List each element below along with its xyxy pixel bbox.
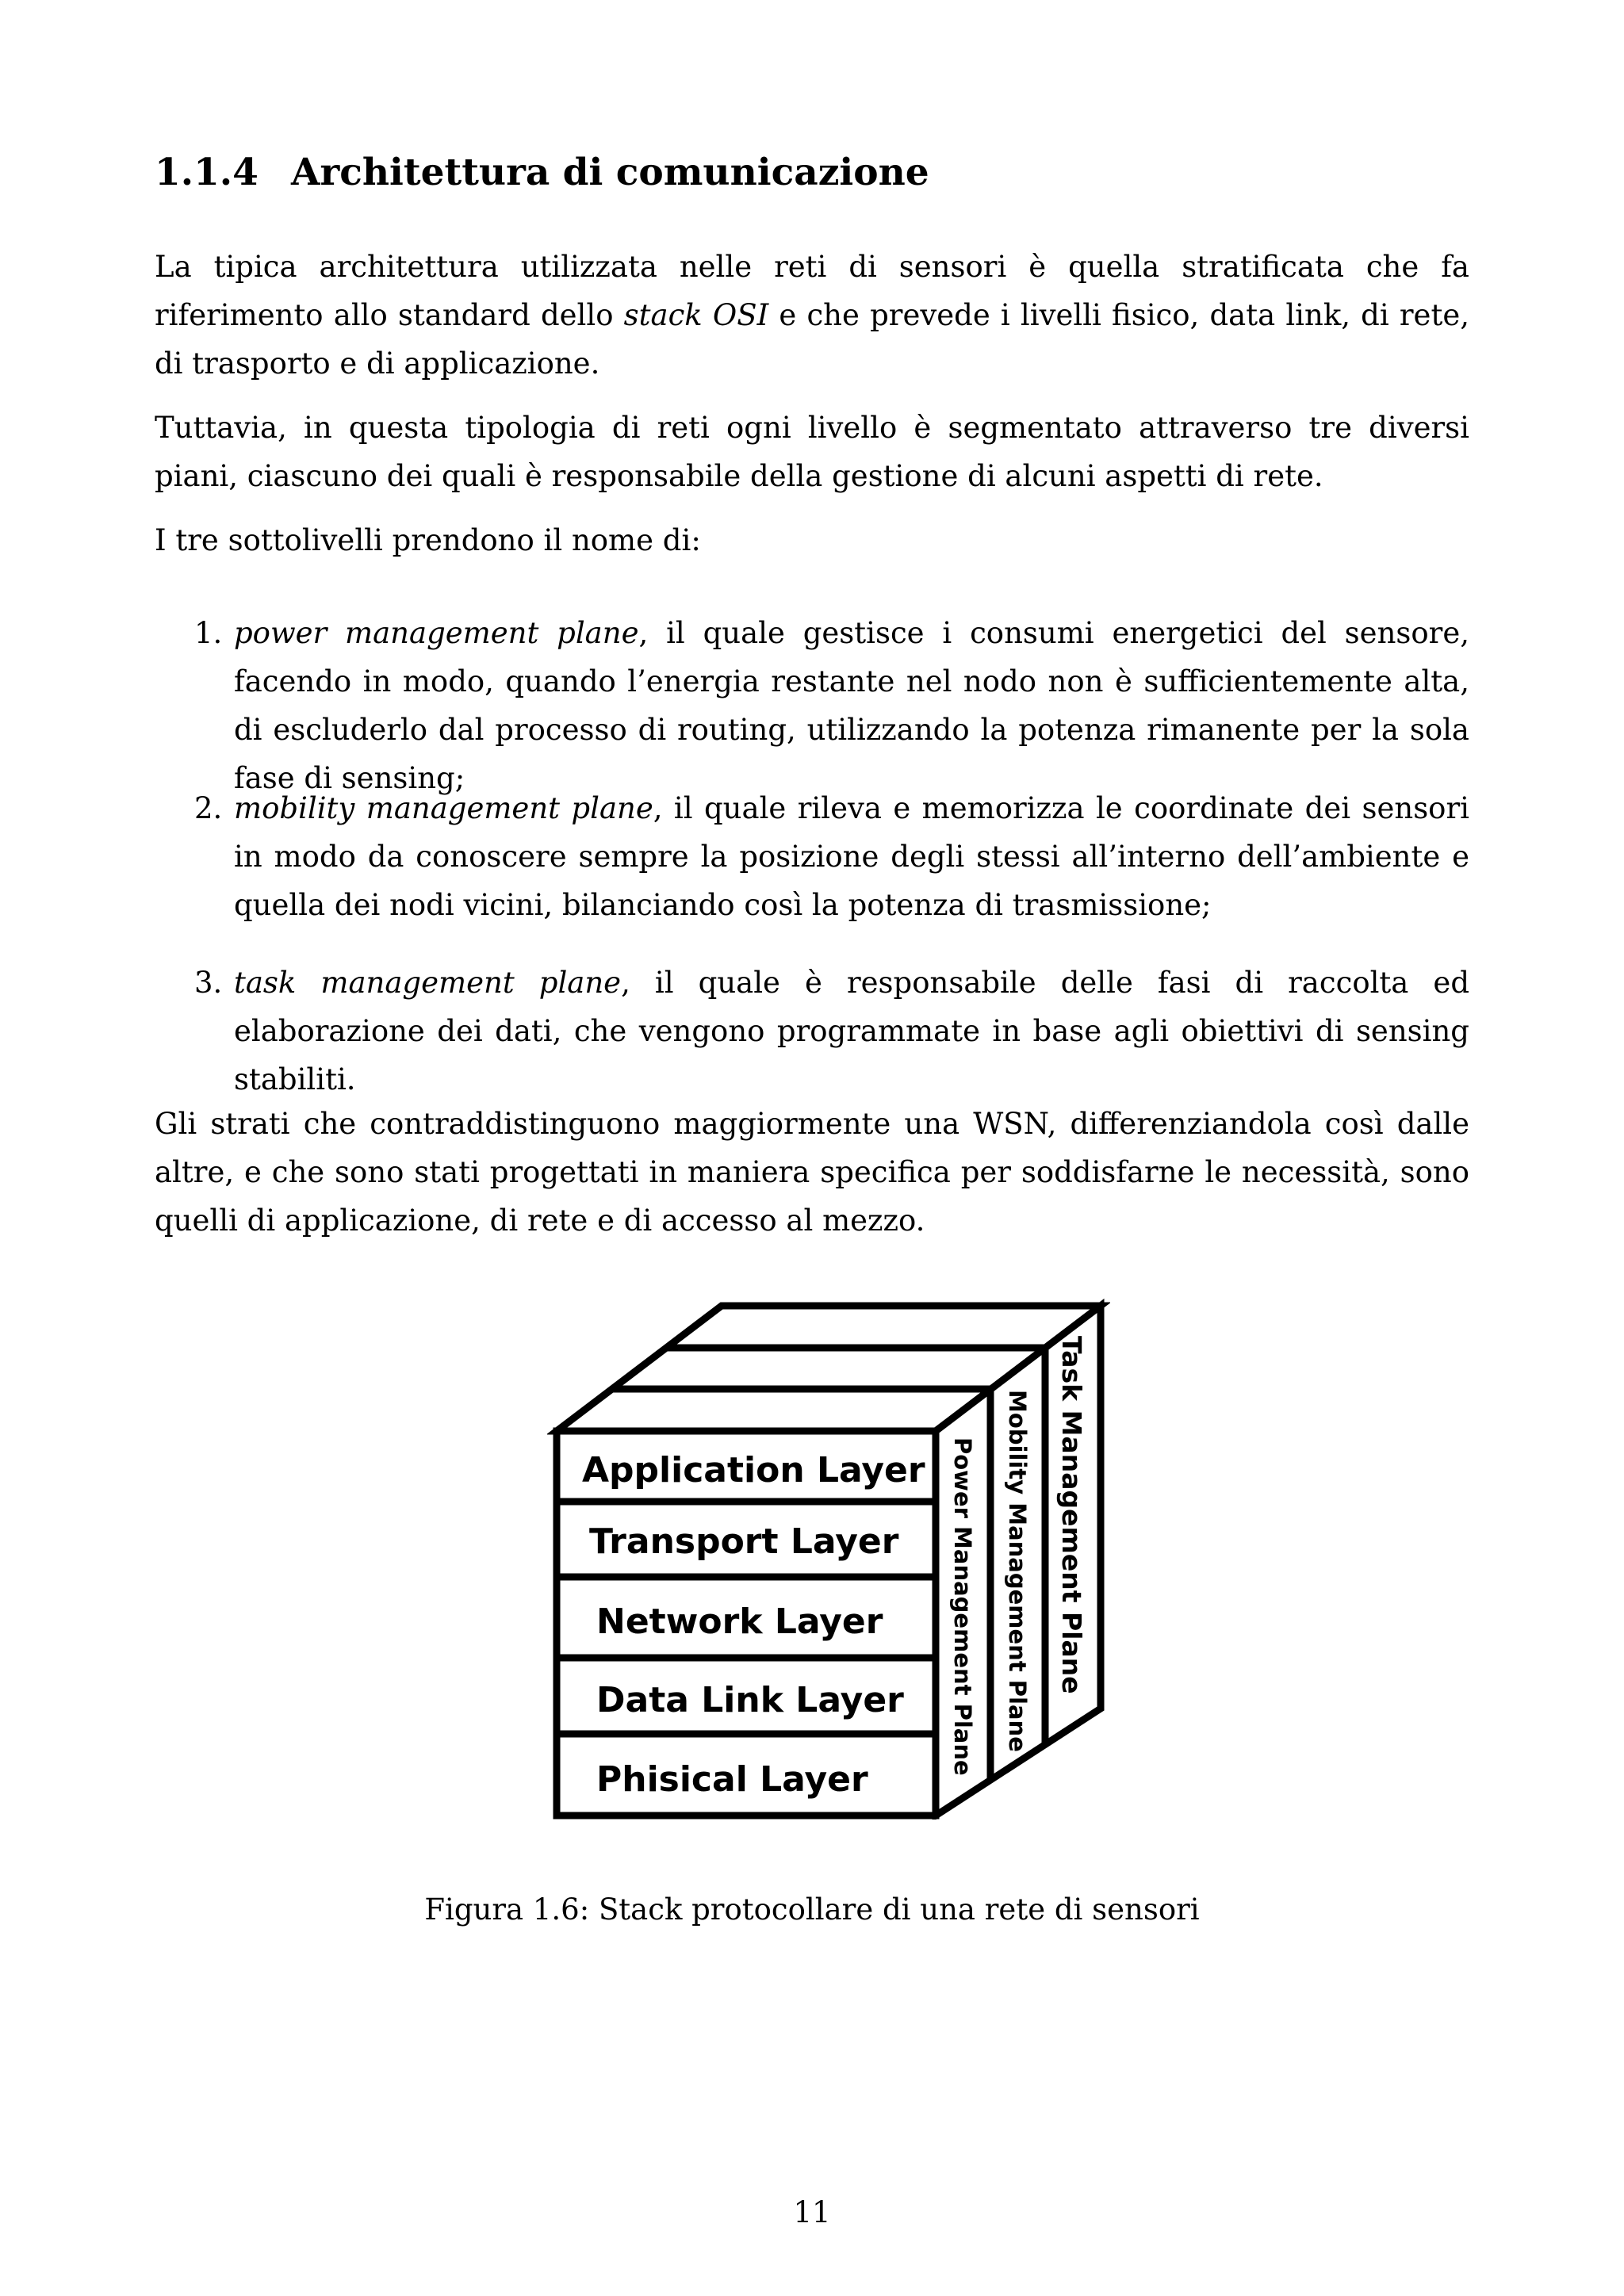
paragraph-2: Tuttavia, in questa tipologia di reti ogni livello è segmentato attraverso tre diversi piani, ciascuno dei quali è responsabile della gestione di alcuni aspetti di rete. [155,411,1469,493]
section-heading [155,149,929,197]
list-item-term: mobility management plane [234,791,653,825]
layer-label-data-link: Data Link Layer [596,1680,904,1720]
list-item-term: power management plane [234,616,639,650]
page-number: 11 [793,2195,831,2229]
plane-label-power: Power Management Plane [949,1437,976,1776]
list-item-description: , il quale gestisce i consumi energetici del sensore, facendo in modo, quando l’energia restante nel nodo non è sufficientemente alta, di escluderlo dal processo di routing, utilizzando la potenza rimanente per la sola fase di sensing; [234,616,1470,795]
list-item-number: 3. [194,966,223,1000]
paragraph-1-emphasis: stack OSI [623,298,769,332]
list-item-term: task management plane [234,966,622,1000]
paragraph-1-text-a: La tipica architettura utilizzata nelle reti di sensori è quella stratificata che fa riferimento allo standard dello [155,250,1469,332]
layer-label-network: Network Layer [596,1601,883,1642]
figure-caption: Figura 1.6: Stack protocollare di una rete di sensori [424,1892,1200,1927]
list-item-number: 1. [194,616,223,650]
list-item-text [234,784,1469,929]
plane-label-task: Task Management Plane [1056,1336,1087,1694]
list-item-description: , il quale rileva e memorizza le coordinate dei sensori in modo da conoscere sempre la posizione degli stessi all’interno dell’ambiente e quella dei nodi vicini, bilanciando così la potenza di trasmissione; [234,791,1469,922]
list-item-number: 2. [194,791,223,825]
list-item-description: , il quale è responsabile delle fasi di raccolta ed elaborazione dei dati, che vengono programmate in base agli obiettivi di sensing stabiliti. [234,966,1469,1096]
plane-label-mobility: Mobility Management Plane [1004,1390,1031,1752]
section-number: 1.1.4 [155,151,259,194]
list-item-text [234,609,1469,802]
paragraph-3: I tre sottolivelli prendono il nome di: [155,523,701,557]
paragraph-4: Gli strati che contraddistinguono maggiormente una WSN, differenziandola così dalle altre, e che sono stati progettati in maniera specifica per soddisfarne le necessità, sono quelli di applicazione, di rete e di accesso al mezzo. [155,1107,1469,1238]
protocol-stack-diagram [547,1296,1110,1820]
protocol-stack-figure [547,1296,1110,1820]
list-item-text [234,959,1469,1104]
layer-label-application: Application Layer [582,1450,925,1490]
layer-label-transport: Transport Layer [589,1521,899,1562]
layer-label-physical: Phisical Layer [596,1759,868,1800]
paragraph-1 [155,243,1469,388]
paragraph-1-text-b: e che prevede i livelli fisico, data link, di rete, di trasporto e di applicazione. [155,298,1469,381]
section-title-text: Architettura di comunicazione [291,151,929,194]
